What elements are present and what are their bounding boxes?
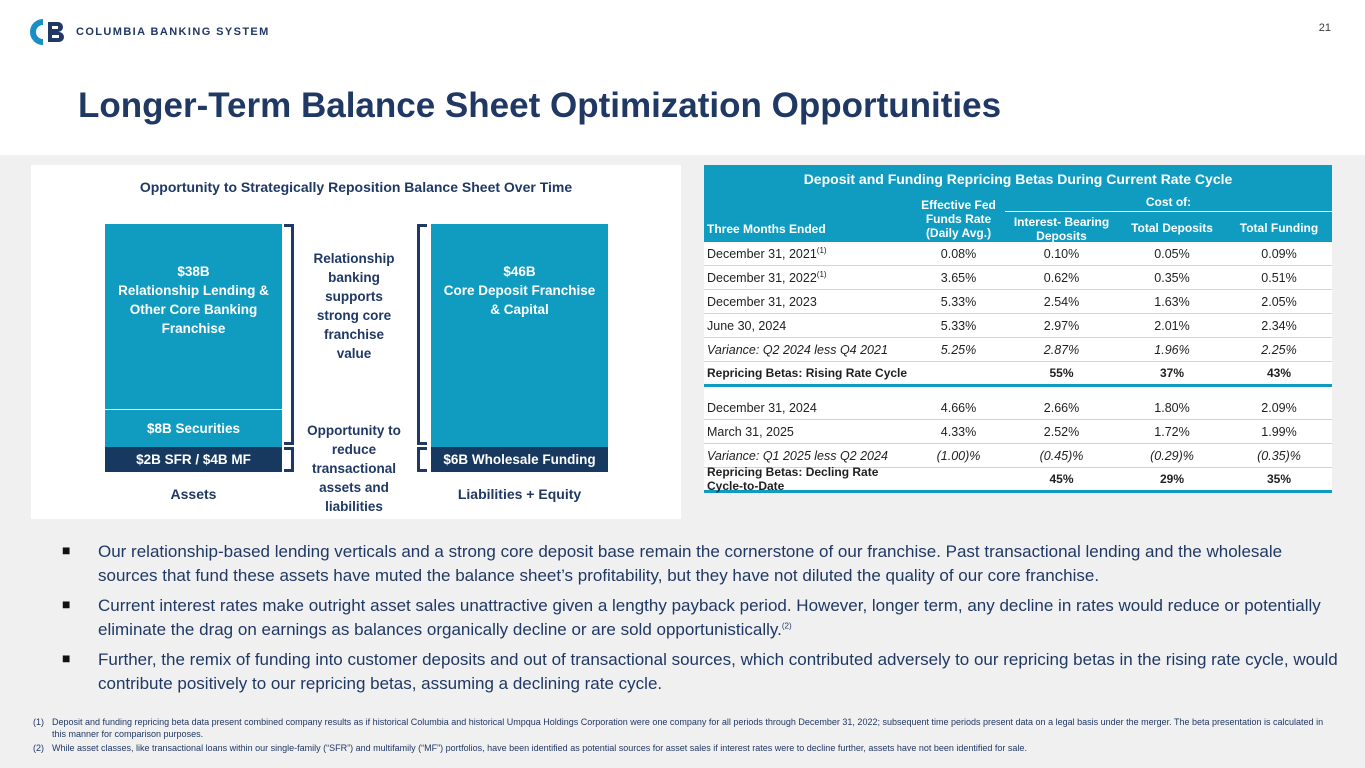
cell-period: Repricing Betas: Rising Rate Cycle — [707, 366, 908, 380]
cell-ibd: 55% — [1049, 366, 1074, 380]
cell-period: December 31, 2022 — [707, 270, 817, 285]
cell-td: 1.63% — [1154, 294, 1190, 309]
cell-period: Variance: Q2 2024 less Q4 2021 — [707, 342, 888, 357]
table-title: Deposit and Funding Repricing Betas During Current Rate Cycle — [704, 165, 1332, 193]
cell-ibd: (0.45)% — [1039, 448, 1084, 463]
cell-tf: 1.99% — [1261, 424, 1297, 439]
cell-ibd: 0.62% — [1043, 270, 1080, 285]
cell-td: 29% — [1159, 472, 1185, 486]
cell-fed: 4.66% — [940, 400, 977, 415]
middle-text-bottom: Opportunity to reduce transactional assets and liabilities — [307, 423, 401, 514]
cell-tf: 2.05% — [1261, 294, 1297, 309]
cell-tf: (0.35)% — [1257, 448, 1301, 463]
table-row — [704, 420, 1332, 444]
cell-fed: (1.00)% — [936, 448, 981, 463]
footnote-text: While asset classes, like transactional loans within our single-family (“SFR”) and multifamily (“MF”) portfolios, have been identified as potential sources for asset sales if interest rates were to decline further, assets have not been identified for sale. — [52, 743, 1027, 753]
logo-text: COLUMBIA BANKING SYSTEM — [76, 26, 270, 38]
balance-sheet-panel — [31, 165, 681, 519]
footnote-ref: (1) — [816, 269, 827, 279]
cell-period: Repricing Betas: Decling Rate Cycle-to-Date — [707, 465, 879, 493]
header-fed-funds: Effective Fed Funds Rate (Daily Avg.) — [921, 198, 996, 240]
footnote-number: (2) — [33, 743, 44, 753]
assets-label: Assets — [170, 486, 217, 502]
cell-td: 1.80% — [1154, 400, 1190, 415]
header-period: Three Months Ended — [707, 222, 826, 236]
cell-ibd: 0.10% — [1043, 246, 1080, 261]
footnote-text: Deposit and funding repricing beta data present combined company results as if historical Columbia and historical Umpqua Holdings Corporation were one company for all periods through December 31, 2022; subsequent time periods present data on a legal basis under the merger. The beta presentation is calculated in this manner for comparison purposes. — [52, 717, 1324, 739]
table-row — [704, 396, 1332, 420]
cell-ibd: 45% — [1049, 472, 1074, 486]
bullet-text: Our relationship-based lending verticals and a strong core deposit base remain the cornerstone of our franchise. Past transactional lending and the wholesale sources that fund these assets have muted the balance sheet’s profitability, but they have not diluted the quality of our core franchise. — [98, 542, 1283, 585]
cell-ibd: 2.54% — [1043, 294, 1080, 309]
cell-fed: 5.33% — [940, 318, 977, 333]
bullet-item — [62, 540, 1342, 588]
cell-ibd: 2.97% — [1043, 318, 1080, 333]
footnote-ref: (2) — [781, 621, 792, 631]
cell-period: June 30, 2024 — [707, 318, 787, 333]
assets-securities-block: $8B Securities — [105, 409, 282, 447]
cell-tf: 0.09% — [1261, 246, 1297, 261]
bullet-square-icon: ■ — [62, 650, 71, 666]
bullet-square-icon: ■ — [62, 542, 71, 558]
bullet-item — [62, 648, 1342, 696]
cell-period: December 31, 2023 — [707, 294, 817, 309]
footnote-number: (1) — [33, 717, 44, 727]
cell-tf: 2.34% — [1261, 318, 1297, 333]
cell-td: 0.35% — [1154, 270, 1190, 285]
assets-core-block: $38B Relationship Lending & Other Core Banking Franchise — [105, 224, 282, 409]
company-logo — [26, 18, 270, 46]
liabilities-wholesale-block: $6B Wholesale Funding — [431, 447, 608, 472]
table-row — [704, 290, 1332, 314]
bracket-liab-bottom — [417, 447, 427, 472]
cell-fed: 5.25% — [940, 342, 977, 357]
liabilities-label: Liabilities + Equity — [457, 486, 582, 502]
cell-tf: 35% — [1266, 472, 1292, 486]
cell-td: 0.05% — [1154, 246, 1190, 261]
liabilities-core-block: $46B Core Deposit Franchise & Capital — [431, 224, 608, 447]
cell-td: 1.96% — [1154, 342, 1190, 357]
cell-tf: 43% — [1266, 366, 1292, 380]
middle-text-top: Relationship banking supports strong core franchise value — [313, 251, 395, 361]
table-row — [704, 242, 1332, 266]
table-row-beta — [704, 465, 1332, 493]
table-row — [704, 266, 1332, 290]
cell-ibd: 2.66% — [1043, 400, 1080, 415]
cell-period: March 31, 2025 — [707, 424, 794, 439]
cell-tf: 0.51% — [1261, 270, 1297, 285]
header-total-funding: Total Funding — [1239, 221, 1319, 235]
header-cost-of-divider — [1005, 211, 1332, 212]
footnote — [33, 742, 1333, 754]
cell-fed: 0.08% — [940, 246, 977, 261]
table-row — [704, 314, 1332, 338]
cell-period: December 31, 2024 — [707, 400, 817, 415]
cell-ibd: 2.52% — [1043, 424, 1080, 439]
cell-tf: 2.25% — [1261, 342, 1297, 357]
cell-td: 1.72% — [1154, 424, 1190, 439]
bracket-assets-top — [284, 224, 294, 445]
header-total-deposits: Total Deposits — [1131, 221, 1213, 235]
bullet-text: Current interest rates make outright asset sales unattractive given a lengthy payback period. However, longer term, any decline in rates would reduce or potentially eliminate the drag on earnings as balances organically decline or are sold opportunistically. — [98, 596, 1321, 639]
table-header — [704, 193, 1332, 242]
cell-fed: 3.65% — [940, 270, 977, 285]
bullet-item — [62, 594, 1342, 642]
cb-logo-icon — [26, 18, 68, 46]
footnote-ref: (1) — [816, 245, 827, 255]
cell-td: 37% — [1159, 366, 1185, 380]
bullet-list — [62, 540, 1342, 702]
panel-heading: Opportunity to Strategically Reposition Balance Sheet Over Time — [139, 179, 573, 195]
cell-fed: 5.33% — [940, 294, 977, 309]
assets-sfr-mf-block: $2B SFR / $4B MF — [105, 447, 282, 472]
table-row-variance — [704, 338, 1332, 362]
table-row-beta — [704, 362, 1332, 387]
cell-tf: 2.09% — [1261, 400, 1297, 415]
header-interest-bearing: Interest- Bearing Deposits — [1013, 215, 1110, 243]
table-spacer — [704, 387, 1332, 396]
header-cost-of: Cost of: — [1145, 195, 1192, 209]
footnotes — [33, 716, 1333, 756]
cell-td: 2.01% — [1154, 318, 1190, 333]
footnote — [33, 716, 1333, 740]
bullet-square-icon: ■ — [62, 596, 71, 612]
bracket-liab-top — [417, 224, 427, 445]
page-number: 21 — [1318, 22, 1331, 34]
page-title: Longer-Term Balance Sheet Optimization Opportunities — [78, 86, 1002, 125]
repricing-beta-table — [704, 165, 1332, 493]
cell-period: Variance: Q1 2025 less Q2 2024 — [707, 448, 888, 463]
cell-period: December 31, 2021 — [707, 246, 817, 261]
bracket-assets-bottom — [284, 447, 294, 472]
cell-fed: 4.33% — [940, 424, 977, 439]
cell-td: (0.29)% — [1150, 448, 1194, 463]
bullet-text: Further, the remix of funding into customer deposits and out of transactional sources, which contributed adversely to our repricing betas in the rising rate cycle, would contribute positively to our repricing betas, assuming a declining rate cycle. — [98, 650, 1338, 693]
cell-ibd: 2.87% — [1043, 342, 1080, 357]
table-body — [704, 242, 1332, 493]
